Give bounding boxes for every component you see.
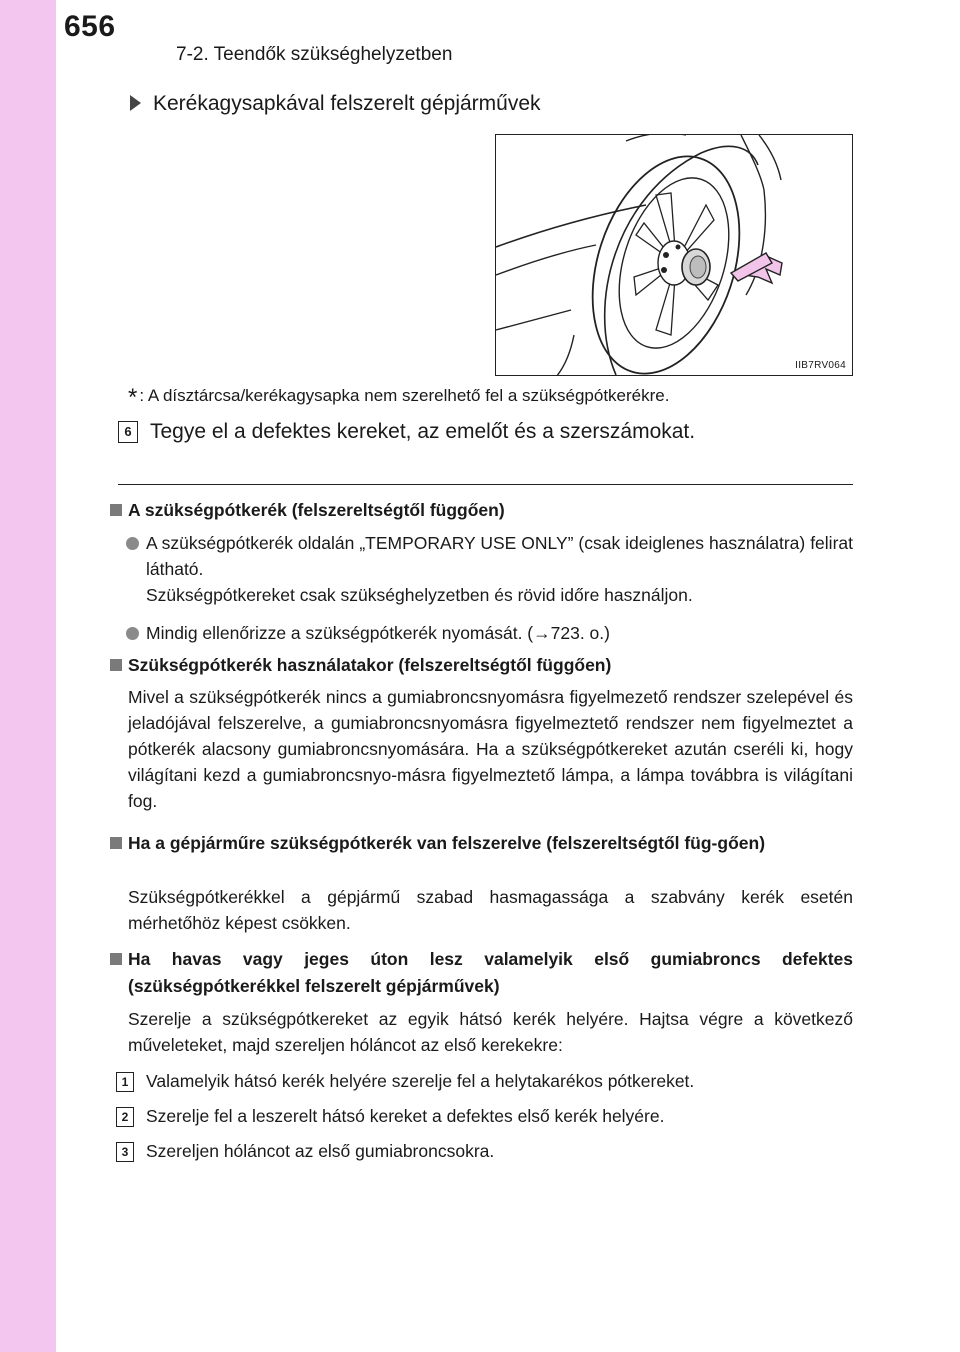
subsection-heading	[130, 92, 541, 116]
section-heading-spare-wheel	[108, 497, 853, 524]
triangle-bullet-icon	[130, 95, 141, 111]
section-title: 7-2. Teendők szükséghelyzetben	[176, 44, 453, 65]
circle-bullet-icon	[126, 537, 139, 550]
section-heading-text: A szükségpótkerék (felszereltségtől függően)	[128, 500, 505, 520]
footnote-text: : A dísztárcsa/kerékagysapka nem szerelhető fel a szükségpótkerékre.	[139, 386, 670, 405]
step-number-box: 1	[116, 1072, 134, 1092]
section-body: Szerelje a szükségpótkereket az egyik hátsó kerék helyére. Hajtsa végre a következő műveleteket, majd szereljen hóláncot az első kerekekre:	[128, 1009, 853, 1055]
subsection-heading-text: Kerékagysapkával felszerelt gépjárművek	[153, 92, 541, 115]
square-bullet-icon	[110, 659, 122, 671]
footnote	[128, 384, 669, 412]
square-bullet-icon	[110, 953, 122, 965]
step-6	[118, 420, 695, 444]
step-number-box: 6	[118, 421, 138, 443]
wheel-illustration-svg	[496, 135, 853, 376]
bullet-item	[126, 530, 853, 582]
numbered-step	[116, 1138, 494, 1164]
wheel-cap-illustration	[495, 134, 853, 376]
step-text: Valamelyik hátsó kerék helyére szerelje fel a helytakarékos pótkereket.	[146, 1071, 695, 1091]
section-heading-text: Ha a gépjárműre szükségpótkerék van felszerelve (felszereltségtől füg-gően)	[128, 833, 766, 853]
numbered-step	[116, 1068, 694, 1094]
figure-code: IIB7RV064	[795, 360, 846, 371]
section-body: Mivel a szükségpótkerék nincs a gumiabroncsnyomásra figyelmezető rendszer szelepével és jeladójával felszerelve, a gumiabroncsnyomásra figyelmeztető rendszer nem figyelmeztet a pótkerék alacsony gumiabroncsnyomására. Ha a szükségpótkereket azután cseréli ki, hogy világítani kezd a gumiabroncsnyo-másra figyelmeztető lámpa, a lámpa továbbra is világítani fog.	[128, 687, 853, 811]
step-6-text: Tegye el a defektes kereket, az emelőt és a szerszámokat.	[150, 420, 696, 443]
square-bullet-icon	[110, 837, 122, 849]
bullet-text: Mindig ellenőrizze a szükségpótkerék nyomását. (→723. o.)	[146, 623, 610, 643]
page-number: 656	[64, 10, 116, 43]
section-heading-spare-use	[108, 652, 853, 679]
circle-bullet-icon	[126, 627, 139, 640]
footnote-marker: *	[128, 384, 138, 411]
section-heading-text: Szükségpótkerék használatakor (felszereltségtől függően)	[128, 655, 612, 675]
section-body: Szükségpótkerékkel a gépjármű szabad hasmagassága a szabvány kerék esetén mérhetőhöz képest csökken.	[128, 887, 853, 933]
step-text: Szerelje fel a leszerelt hátsó kereket a defektes első kerék helyére.	[146, 1106, 665, 1126]
step-number-box: 3	[116, 1142, 134, 1162]
section-heading-text: Ha havas vagy jeges úton lesz valamelyik első gumiabroncs defektes (szükségpótkerékkel felszerelt gépjárművek)	[128, 949, 853, 996]
square-bullet-icon	[110, 504, 122, 516]
section-heading-ground-clearance	[108, 830, 853, 857]
section-divider	[118, 484, 853, 485]
section-heading-snow-chains	[108, 946, 853, 1000]
step-text: Szereljen hóláncot az első gumiabroncsokra.	[146, 1141, 495, 1161]
step-number-box: 2	[116, 1107, 134, 1127]
page-edge-tab	[0, 0, 56, 1352]
bullet-text: A szükségpótkerék oldalán „TEMPORARY USE ONLY” (csak ideiglenes használatra) felirat látható.	[146, 533, 853, 579]
bullet-text: Szükségpótkereket csak szükséghelyzetben és rövid időre használjon.	[146, 585, 693, 605]
bullet-continuation	[126, 582, 853, 608]
bullet-item	[126, 620, 853, 646]
numbered-step	[116, 1103, 664, 1129]
